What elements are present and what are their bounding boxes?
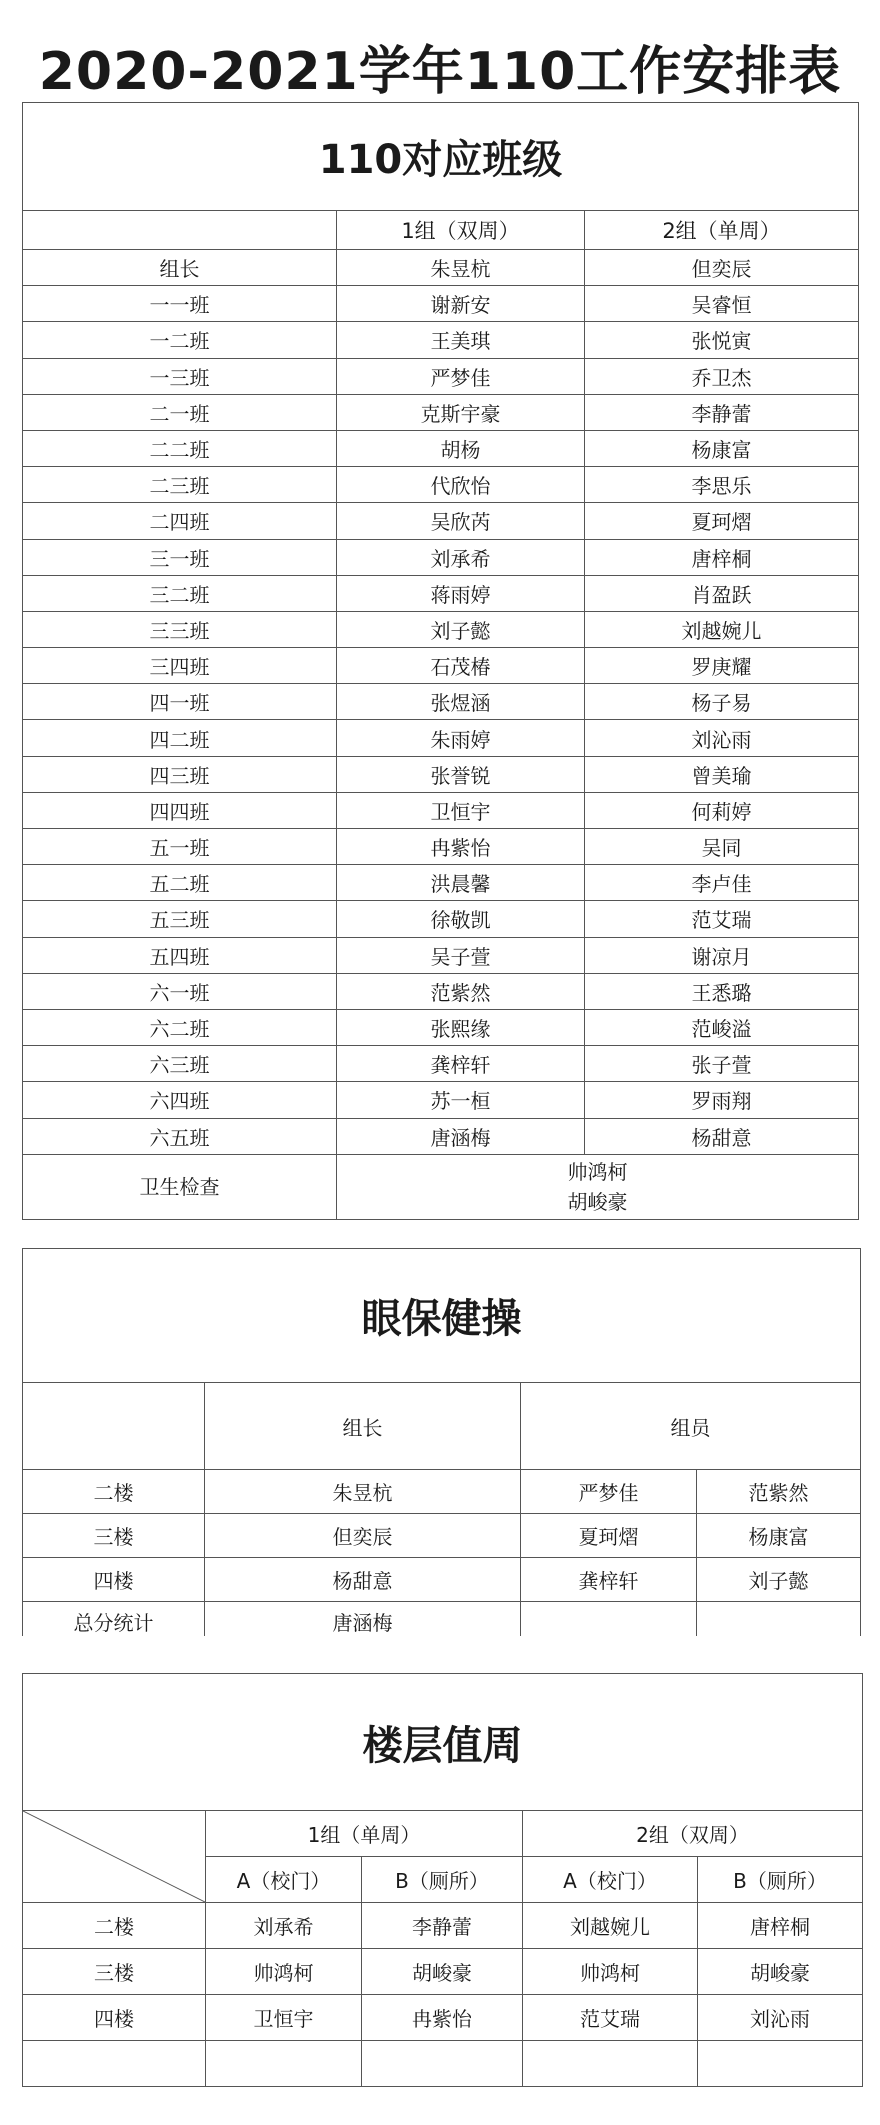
group2-b-cell: 刘沁雨 — [698, 1995, 863, 2041]
group1-name-cell: 刘子懿 — [337, 611, 585, 647]
class-name-cell: 四一班 — [23, 684, 337, 720]
table-row — [23, 575, 859, 611]
page-title: 2020-2021学年110工作安排表 — [38, 42, 842, 102]
class-name-cell: 五三班 — [23, 901, 337, 937]
class-name-cell: 四二班 — [23, 720, 337, 756]
group1-name-cell: 范紫然 — [337, 973, 585, 1009]
group1-a-cell: 卫恒宇 — [206, 1995, 362, 2041]
class-name-cell: 一二班 — [23, 322, 337, 358]
class-name-cell: 二三班 — [23, 467, 337, 503]
group2-name-cell: 罗庚耀 — [585, 648, 859, 684]
leader-cell: 朱昱杭 — [205, 1470, 521, 1514]
empty-cell — [697, 1602, 861, 1637]
floor-cell: 二楼 — [23, 1470, 205, 1514]
empty-cell — [521, 1602, 697, 1637]
group1-name-cell: 唐涵梅 — [337, 1118, 585, 1154]
table-row — [23, 1082, 859, 1118]
group2-name-cell: 刘越婉儿 — [585, 611, 859, 647]
table-row — [23, 1009, 859, 1045]
header-group2: 2组（双周） — [523, 1811, 863, 1857]
table-row — [23, 973, 859, 1009]
group1-name-cell: 苏一桓 — [337, 1082, 585, 1118]
table-row — [23, 394, 859, 430]
class-name-cell: 六五班 — [23, 1118, 337, 1154]
group1-name-cell: 朱昱杭 — [337, 250, 585, 286]
group1-name-cell: 蒋雨婷 — [337, 575, 585, 611]
section-title-110: 110对应班级 — [23, 103, 859, 211]
table-110-classes — [22, 102, 859, 1220]
group1-name-cell: 王美琪 — [337, 322, 585, 358]
class-name-cell: 三一班 — [23, 539, 337, 575]
table-row — [23, 1118, 859, 1154]
table-row — [23, 286, 859, 322]
group2-name-cell: 张悦寅 — [585, 322, 859, 358]
table-row — [23, 720, 859, 756]
class-name-cell: 六四班 — [23, 1082, 337, 1118]
section-title-eyecare: 眼保健操 — [23, 1249, 861, 1383]
member-cell: 杨康富 — [697, 1514, 861, 1558]
group1-a-cell: 刘承希 — [206, 1903, 362, 1949]
table-row — [23, 1514, 861, 1558]
table-row — [23, 467, 859, 503]
group1-name-cell: 严梦佳 — [337, 358, 585, 394]
table-row — [23, 684, 859, 720]
group2-name-cell: 罗雨翔 — [585, 1082, 859, 1118]
floor-cell: 四楼 — [23, 1558, 205, 1602]
header-group1: 1组（单周） — [206, 1811, 523, 1857]
table-floor-duty — [22, 1673, 863, 2087]
table-row — [23, 430, 859, 466]
group2-name-cell: 谢凉月 — [585, 937, 859, 973]
table-row — [23, 322, 859, 358]
table-row — [23, 901, 859, 937]
header-leader: 组长 — [205, 1383, 521, 1470]
floor-cell: 四楼 — [23, 1995, 206, 2041]
class-name-cell: 二一班 — [23, 394, 337, 430]
total-name-cell: 唐涵梅 — [205, 1602, 521, 1637]
class-name-cell: 一三班 — [23, 358, 337, 394]
table-row — [23, 1903, 863, 1949]
hygiene-names-cell — [337, 1154, 859, 1219]
class-name-cell: 组长 — [23, 250, 337, 286]
leader-cell: 杨甜意 — [205, 1558, 521, 1602]
group2-name-cell: 吴睿恒 — [585, 286, 859, 322]
table-row — [23, 865, 859, 901]
group2-b-cell: 唐梓桐 — [698, 1903, 863, 1949]
group2-name-cell: 李静蕾 — [585, 394, 859, 430]
empty-cell — [206, 2041, 362, 2087]
class-name-cell: 三二班 — [23, 575, 337, 611]
group2-name-cell: 杨康富 — [585, 430, 859, 466]
table-row — [23, 937, 859, 973]
group2-b-cell: 胡峻豪 — [698, 1949, 863, 1995]
member-cell: 严梦佳 — [521, 1470, 697, 1514]
class-name-cell: 三四班 — [23, 648, 337, 684]
class-name-cell: 五二班 — [23, 865, 337, 901]
table-row — [23, 792, 859, 828]
header-empty-cell — [23, 1383, 205, 1470]
group1-name-cell: 石茂椿 — [337, 648, 585, 684]
empty-cell — [23, 2041, 206, 2087]
table-row — [23, 1470, 861, 1514]
header-group1: 1组（双周） — [337, 211, 585, 250]
group1-name-cell: 龚梓轩 — [337, 1046, 585, 1082]
group1-name-cell: 张煜涵 — [337, 684, 585, 720]
class-name-cell: 五一班 — [23, 829, 337, 865]
group2-name-cell: 刘沁雨 — [585, 720, 859, 756]
group1-b-cell: 李静蕾 — [362, 1903, 523, 1949]
group2-name-cell: 吴同 — [585, 829, 859, 865]
table-row — [23, 1995, 863, 2041]
class-name-cell: 五四班 — [23, 937, 337, 973]
header-g2-sub-b: B（厕所） — [698, 1857, 863, 1903]
group1-name-cell: 代欣怡 — [337, 467, 585, 503]
group2-a-cell: 范艾瑞 — [523, 1995, 698, 2041]
table-row — [23, 1046, 859, 1082]
floor-cell: 三楼 — [23, 1514, 205, 1558]
group2-a-cell: 帅鸿柯 — [523, 1949, 698, 1995]
header-g1-sub-b: B（厕所） — [362, 1857, 523, 1903]
diagonal-line — [23, 1811, 205, 1902]
leader-cell: 但奕辰 — [205, 1514, 521, 1558]
header-members: 组员 — [521, 1383, 861, 1470]
class-name-cell: 六二班 — [23, 1009, 337, 1045]
empty-row — [23, 2041, 863, 2087]
group1-name-cell: 张熙缘 — [337, 1009, 585, 1045]
group1-a-cell: 帅鸿柯 — [206, 1949, 362, 1995]
group2-name-cell: 范艾瑞 — [585, 901, 859, 937]
group1-name-cell: 吴子萱 — [337, 937, 585, 973]
group2-name-cell: 乔卫杰 — [585, 358, 859, 394]
class-name-cell: 四四班 — [23, 792, 337, 828]
table-row — [23, 1949, 863, 1995]
class-name-cell: 六三班 — [23, 1046, 337, 1082]
group2-name-cell: 夏珂熠 — [585, 503, 859, 539]
table-eyecare — [22, 1248, 861, 1636]
member-cell: 夏珂熠 — [521, 1514, 697, 1558]
class-name-cell: 六一班 — [23, 973, 337, 1009]
hygiene-row — [23, 1154, 859, 1219]
group2-name-cell: 王悉璐 — [585, 973, 859, 1009]
table-row — [23, 756, 859, 792]
group2-name-cell: 但奕辰 — [585, 250, 859, 286]
class-name-cell: 二二班 — [23, 430, 337, 466]
group2-name-cell: 肖盈跃 — [585, 575, 859, 611]
table-row — [23, 503, 859, 539]
group2-name-cell: 曾美瑜 — [585, 756, 859, 792]
group1-name-cell: 冉紫怡 — [337, 829, 585, 865]
group1-name-cell: 徐敬凯 — [337, 901, 585, 937]
table-row — [23, 611, 859, 647]
group1-name-cell: 克斯宇豪 — [337, 394, 585, 430]
total-label: 总分统计 — [23, 1602, 205, 1637]
floor-cell: 三楼 — [23, 1949, 206, 1995]
empty-cell — [698, 2041, 863, 2087]
table-row — [23, 539, 859, 575]
hygiene-label: 卫生检查 — [23, 1154, 337, 1219]
group1-name-cell: 朱雨婷 — [337, 720, 585, 756]
floor-cell: 二楼 — [23, 1903, 206, 1949]
group2-name-cell: 何莉婷 — [585, 792, 859, 828]
group2-name-cell: 杨甜意 — [585, 1118, 859, 1154]
class-name-cell: 四三班 — [23, 756, 337, 792]
group2-name-cell: 李思乐 — [585, 467, 859, 503]
class-name-cell: 二四班 — [23, 503, 337, 539]
table-row — [23, 358, 859, 394]
empty-cell — [362, 2041, 523, 2087]
table-row — [23, 829, 859, 865]
group1-name-cell: 张誉锐 — [337, 756, 585, 792]
hygiene-name: 帅鸿柯 — [567, 1159, 628, 1184]
group2-name-cell: 李卢佳 — [585, 865, 859, 901]
header-g1-sub-a: A（校门） — [206, 1857, 362, 1903]
table-row — [23, 250, 859, 286]
total-row — [23, 1602, 861, 1637]
group1-name-cell: 胡杨 — [337, 430, 585, 466]
group1-b-cell: 冉紫怡 — [362, 1995, 523, 2041]
group1-name-cell: 卫恒宇 — [337, 792, 585, 828]
group2-name-cell: 张子萱 — [585, 1046, 859, 1082]
group1-name-cell: 洪晨馨 — [337, 865, 585, 901]
header-group2: 2组（单周） — [585, 211, 859, 250]
member-cell: 刘子懿 — [697, 1558, 861, 1602]
diagonal-header-cell — [23, 1811, 206, 1903]
group1-name-cell: 谢新安 — [337, 286, 585, 322]
member-cell: 范紫然 — [697, 1470, 861, 1514]
group2-name-cell: 杨子易 — [585, 684, 859, 720]
class-name-cell: 三三班 — [23, 611, 337, 647]
table-row — [23, 1558, 861, 1602]
group2-name-cell: 唐梓桐 — [585, 539, 859, 575]
member-cell: 龚梓轩 — [521, 1558, 697, 1602]
group1-name-cell: 吴欣芮 — [337, 503, 585, 539]
group1-b-cell: 胡峻豪 — [362, 1949, 523, 1995]
section-title-floor-duty: 楼层值周 — [23, 1674, 863, 1811]
hygiene-name: 胡峻豪 — [567, 1189, 628, 1214]
header-g2-sub-a: A（校门） — [523, 1857, 698, 1903]
header-empty-cell — [23, 211, 337, 250]
empty-cell — [523, 2041, 698, 2087]
group2-a-cell: 刘越婉儿 — [523, 1903, 698, 1949]
group2-name-cell: 范峻溢 — [585, 1009, 859, 1045]
table-row — [23, 648, 859, 684]
group1-name-cell: 刘承希 — [337, 539, 585, 575]
class-name-cell: 一一班 — [23, 286, 337, 322]
